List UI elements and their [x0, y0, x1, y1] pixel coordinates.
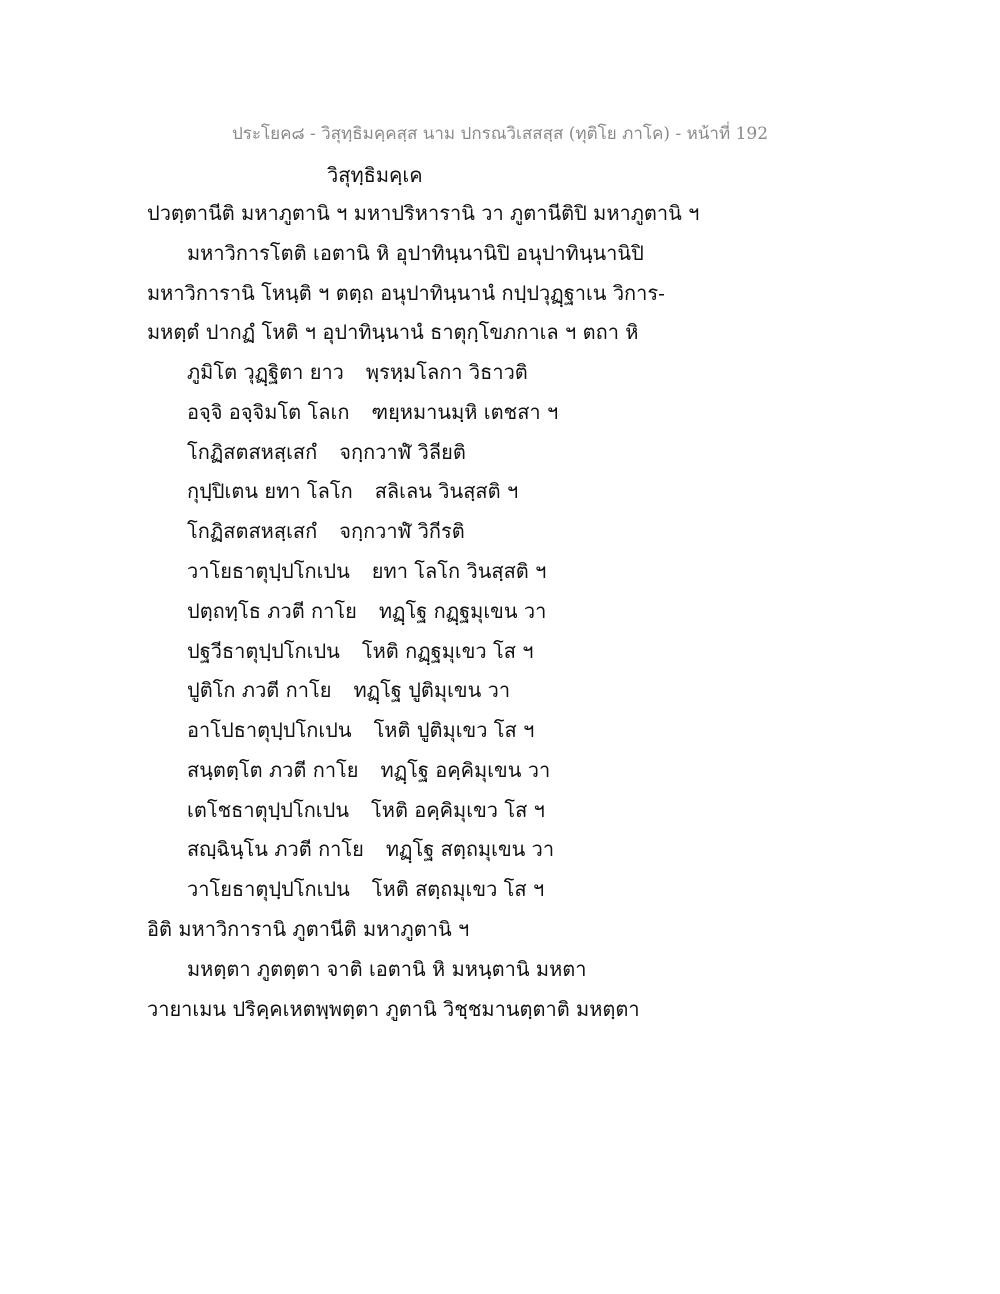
verse-line	[187, 760, 550, 780]
verse-line	[187, 561, 546, 581]
verse-second-half: โหติ กฏฺฐมุเขว โส ฯ	[361, 639, 534, 663]
verse-second-half: ทฏฺโฐ กฏฺฐมุเขน วา	[378, 599, 547, 623]
verse-first-half: วาโยธาตุปฺปโกเปน	[187, 877, 350, 901]
text-line: ปวตฺตานีติ มหาภูตานิ ฯ มหาปริหารานิ วา ภูตานีติปิ มหาภูตานิ ฯ	[147, 201, 700, 225]
verse-line	[187, 879, 544, 899]
text-line: วายาเมน ปริคฺคเหตพฺพตฺตา ภูตานิ วิชฺชมานตฺตาติ มหตฺตา	[147, 997, 640, 1021]
verse-first-half: โกฏิสตสหสฺเสกํ	[187, 440, 318, 464]
verse-second-half: โหติ ปูติมุเขว โส ฯ	[373, 718, 535, 742]
verse-line	[187, 521, 465, 541]
verse-line	[187, 601, 546, 621]
verse-second-half: สลิเลน วินสฺสติ ฯ	[374, 479, 519, 503]
verse-first-half: สญฺฉินฺโน ภวตี กาโย	[187, 837, 364, 861]
verse-first-half: โกฏิสตสหสฺเสกํ	[187, 519, 318, 543]
verse-line	[187, 402, 558, 422]
verse-second-half: ทฏฺโฐ สตฺถมุเขน วา	[385, 837, 555, 861]
section-title: วิสุทฺธิมคฺเค	[327, 163, 423, 187]
text-line: มหตฺตํ ปากฏํ โหติ ฯ อุปาทินฺนานํ ธาตุกฺโขภกาเล ฯ ตถา หิ	[147, 320, 639, 344]
verse-line	[187, 442, 466, 462]
verse-line	[187, 839, 554, 859]
page-header: ประโยค๘ - วิสุทฺธิมคฺคสฺส นาม ปกรณวิเสสสฺส (ทุติโย ภาโค) - หน้าที่ 192	[231, 124, 769, 144]
verse-first-half: อจฺจิ อจฺจิมโต โลเก	[187, 400, 350, 424]
verse-first-half: วาโยธาตุปฺปโกเปน	[187, 559, 350, 583]
verse-second-half: จกฺกวาฬํ วิกีรติ	[339, 519, 465, 543]
verse-first-half: ปฐวีธาตุปฺปโกเปน	[187, 639, 340, 663]
verse-second-half: โหติ อคฺคิมุเขว โส ฯ	[371, 798, 545, 822]
verse-second-half: ทฏฺโฐ อคฺคิมุเขน วา	[380, 758, 551, 782]
text-line: มหาวิการานิ โหนฺติ ฯ ตตฺถ อนุปาทินฺนานํ กปฺปวุฏฺฐาเน วิการ-	[147, 281, 665, 305]
verse-first-half: ปตฺถทฺโธ ภวตี กาโย	[187, 599, 357, 623]
verse-first-half: ภูมิโต วุฏฺฐิตา ยาว	[187, 360, 344, 384]
text-line: มหาวิการโตติ เอตานิ หิ อุปาทินฺนานิปิ อนุปาทินฺนานิปิ	[187, 241, 644, 265]
verse-line	[187, 800, 545, 820]
verse-second-half: ทฏฺโฐ ปูติมุเขน วา	[353, 678, 511, 702]
text-line: มหตฺตา ภูตตฺตา จาติ เอตานิ หิ มหนฺตานิ มหตา	[187, 957, 587, 981]
verse-first-half: เตโชธาตุปฺปโกเปน	[187, 798, 350, 822]
verse-second-half: ยทา โลโก วินสฺสติ ฯ	[371, 559, 547, 583]
verse-line	[187, 720, 534, 740]
verse-first-half: กุปฺปิเตน ยทา โลโก	[187, 479, 353, 503]
verse-first-half: สนฺตตฺโต ภวตี กาโย	[187, 758, 359, 782]
verse-second-half: โหติ สตฺถมุเขว โส ฯ	[371, 877, 545, 901]
verse-line	[187, 680, 510, 700]
verse-second-half: จกฺกวาฬํ วิลียติ	[339, 440, 466, 464]
text-line: อิติ มหาวิการานิ ภูตานีติ มหาภูตานิ ฯ	[147, 917, 470, 941]
verse-line	[187, 641, 534, 661]
verse-line	[187, 481, 518, 501]
verse-first-half: อาโปธาตุปฺปโกเปน	[187, 718, 352, 742]
verse-line	[187, 362, 528, 382]
verse-second-half: ฑยฺหมานมฺหิ เตชสา ฯ	[371, 400, 559, 424]
verse-first-half: ปูติโก ภวตี กาโย	[187, 678, 332, 702]
verse-second-half: พฺรหฺมโลกา วิธาวติ	[365, 360, 528, 384]
